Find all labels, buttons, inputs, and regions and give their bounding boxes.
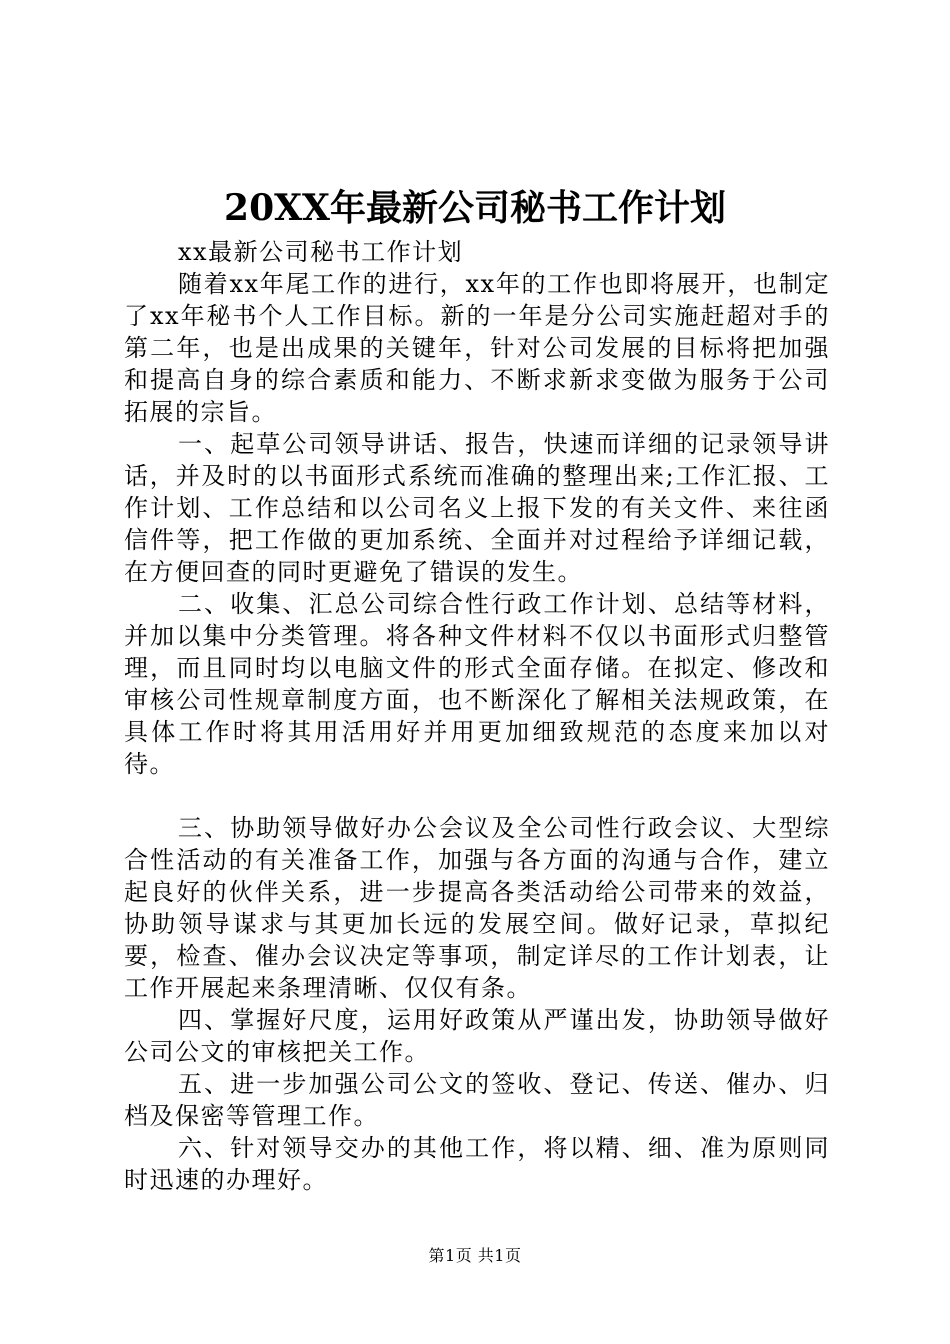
paragraph-item-1: 一、起草公司领导讲话、报告，快速而详细的记录领导讲话，并及时的以书面形式系统而准确的整理出来;工作汇报、工作计划、工作总结和以公司名义上报下发的有关文件、来往函信件等，把工作做的更加系统、全面并对过程给予详细记载，在方便回查的同时更避免了错误的发生。 [124, 430, 830, 586]
paragraph-spacer [124, 780, 830, 812]
document-title: 20XX年最新公司秘书工作计划 [224, 187, 726, 229]
page-number-footer: 第1页 共1页 [428, 1246, 522, 1265]
paragraph-item-5: 五、进一步加强公司公文的签收、登记、传送、催办、归档及保密等管理工作。 [124, 1070, 830, 1130]
document-body [124, 236, 830, 1196]
paragraph-item-3: 三、协助领导做好办公会议及全公司性行政会议、大型综合性活动的有关准备工作，加强与各方面的沟通与合作，建立起良好的伙伴关系，进一步提高各类活动给公司带来的效益，协助领导谋求与其更加长远的发展空间。做好记录，草拟纪要，检查、催办会议决定等事项，制定详尽的工作计划表，让工作开展起来条理清晰、仅仅有条。 [124, 814, 830, 1002]
paragraph-item-4: 四、掌握好尺度，运用好政策从严谨出发，协助领导做好公司公文的审核把关工作。 [124, 1006, 830, 1066]
paragraph-item-6: 六、针对领导交办的其他工作，将以精、细、准为原则同时迅速的办理好。 [124, 1134, 830, 1194]
paragraph-item-2: 二、收集、汇总公司综合性行政工作计划、总结等材料，并加以集中分类管理。将各种文件材料不仅以书面形式归整管理，而且同时均以电脑文件的形式全面存储。在拟定、修改和审核公司性规章制度方面，也不断深化了解相关法规政策，在具体工作时将其用活用好并用更加细致规范的态度来加以对待。 [124, 590, 830, 778]
paragraph-intro: 随着xx年尾工作的进行，xx年的工作也即将展开，也制定了xx年秘书个人工作目标。新的一年是分公司实施赶超对手的第二年，也是出成果的关键年，针对公司发展的目标将把加强和提高自身的综合素质和能力、不断求新求变做为服务于公司拓展的宗旨。 [124, 270, 830, 426]
document-subtitle: xx最新公司秘书工作计划 [178, 238, 464, 266]
